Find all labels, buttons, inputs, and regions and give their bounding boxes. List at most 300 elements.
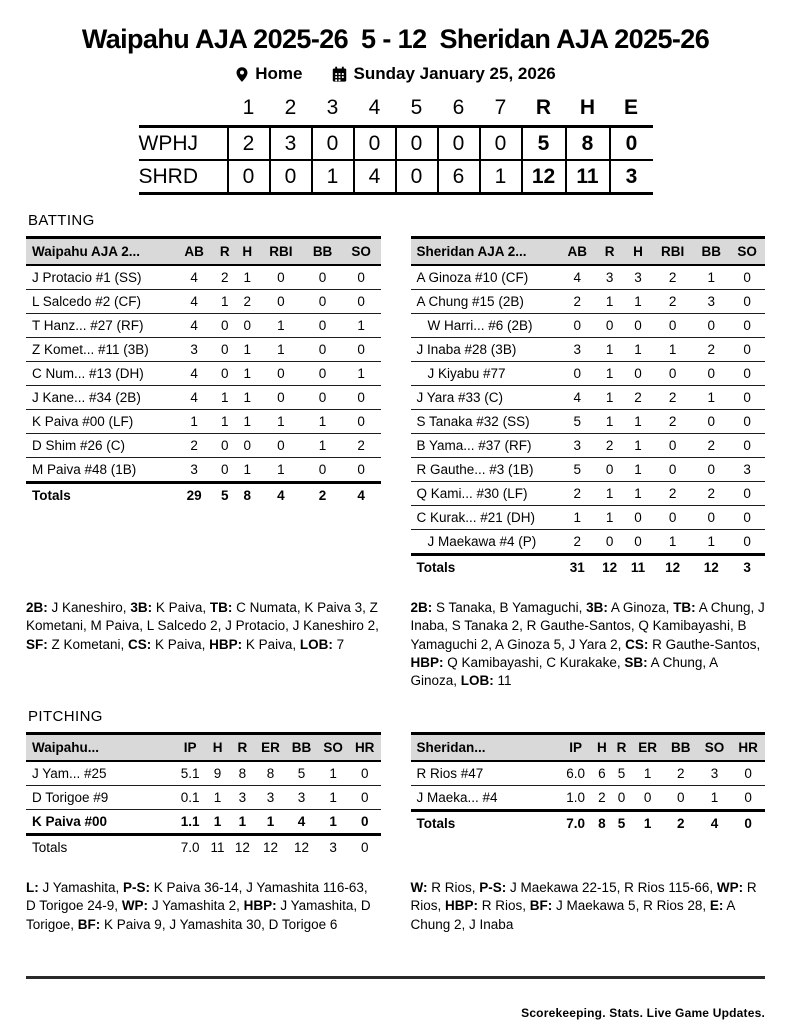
note-label: CS:: [128, 636, 152, 652]
pitching-heading: PITCHING: [28, 707, 103, 725]
stat-cell: 1: [624, 434, 652, 458]
stat-cell: 4: [175, 314, 214, 338]
note-label: 3B:: [586, 600, 608, 615]
stat-cell: 1: [342, 314, 381, 338]
inning-score: 0: [480, 127, 522, 161]
stat-cell: 0: [652, 314, 693, 338]
totals-row: [411, 810, 766, 835]
stat-cell: 0: [652, 362, 693, 386]
home-team-name: Sheridan AJA 2025-26: [439, 24, 710, 54]
stat-cell: 1: [595, 506, 624, 530]
summary-header: E: [623, 96, 638, 119]
batter-row: [411, 338, 766, 362]
note-label: TB:: [673, 600, 696, 615]
stat-cell: 1: [652, 530, 693, 555]
table-header: [26, 733, 381, 761]
stat-cell: 0: [213, 362, 236, 386]
table-header-row: [26, 733, 381, 761]
stat-cell: 8: [238, 765, 247, 781]
stat-cell: 12: [286, 834, 318, 859]
stat-header: H: [592, 733, 612, 761]
note-label: SF:: [26, 636, 48, 652]
stat-cell: 0: [342, 386, 381, 410]
inning-score: 0: [354, 127, 396, 161]
stat-cell: 0: [729, 338, 765, 362]
batting-heading: BATTING: [28, 212, 95, 229]
stat-cell: 0.1: [175, 785, 206, 809]
date-label: Sunday January 25, 2026: [353, 64, 556, 83]
stat-cell: 6.0: [566, 765, 586, 781]
inning-score: 1: [480, 160, 522, 194]
note-text: A Ginoza,: [607, 600, 674, 615]
inning-score: 0: [270, 160, 312, 194]
player-name: J Yara #33 (C): [411, 386, 560, 410]
stat-header: AB: [559, 238, 595, 266]
pitching-table-home: [411, 732, 766, 835]
stat-cell: 0: [612, 785, 632, 810]
note-text: A Chung, J Inaba, S Tanaka 2, R Gauthe-Santos, Q Kamibayashi, B Yamaguchi 2, A Ginoza 5, J Yara 2,: [410, 600, 765, 652]
stat-cell: 3: [693, 290, 729, 314]
table-body: [411, 265, 766, 579]
stat-cell: 1: [643, 765, 652, 781]
totals-label: Totals: [26, 483, 175, 508]
note-text: J Kaneshiro,: [47, 600, 131, 615]
stat-cell: 4: [342, 483, 381, 508]
batter-row: [411, 506, 766, 530]
stat-cell: 12: [693, 555, 729, 580]
stat-cell: 4: [175, 362, 214, 386]
stat-cell: 4: [698, 810, 732, 835]
stat-cell: 1: [595, 362, 624, 386]
stat-cell: 0: [342, 410, 381, 434]
stat-cell: 3: [634, 270, 642, 285]
stat-cell: 1: [595, 410, 624, 434]
stat-cell: 0: [624, 314, 652, 338]
stat-cell: 0: [595, 458, 624, 482]
batter-row: [411, 362, 766, 386]
stat-header: SO: [317, 733, 349, 761]
stat-cell: 0: [559, 362, 595, 386]
calendar-icon: [331, 66, 348, 83]
stat-cell: 0: [259, 434, 304, 458]
stat-cell: 2: [559, 290, 595, 314]
stat-cell: 0: [318, 270, 327, 285]
stat-cell: 1: [698, 785, 732, 810]
stat-cell: 0: [213, 434, 236, 458]
linescore-row: [139, 160, 653, 194]
stat-cell: 1: [317, 785, 349, 809]
batter-row: [411, 482, 766, 506]
stat-cell: 0: [652, 506, 693, 530]
note-label: P-S:: [479, 879, 507, 895]
batter-row: [411, 410, 766, 434]
stat-cell: 1.0: [559, 785, 592, 810]
stat-cell: 0: [342, 290, 381, 314]
scorecard-page: [0, 24, 791, 1020]
team-abbr: WPHJ: [138, 131, 198, 155]
stat-cell: 29: [175, 483, 214, 508]
stat-cell: 1: [595, 482, 624, 506]
stat-cell: 2: [559, 530, 595, 555]
game-title: [26, 24, 765, 55]
team-header: Waipahu...: [26, 733, 175, 761]
stat-cell: 0: [236, 434, 259, 458]
table-body: [26, 265, 381, 507]
stat-cell: 0: [743, 270, 751, 285]
stat-cell: 1: [559, 506, 595, 530]
player-name: B Yama... #37 (RF): [411, 434, 560, 458]
table-header: [411, 238, 766, 266]
batter-row: [26, 314, 381, 338]
note-label: HBP:: [445, 898, 479, 914]
stat-cell: 0: [652, 434, 693, 458]
stat-cell: 1: [175, 410, 214, 434]
note-label: HBP:: [243, 898, 277, 914]
stat-cell: 1: [236, 386, 259, 410]
note-text: K Paiva,: [151, 636, 210, 652]
stat-header: HR: [731, 733, 765, 761]
summary-score: 11: [566, 160, 610, 194]
team-header: Waipahu AJA 2...: [26, 238, 175, 266]
stat-cell: 0: [236, 314, 259, 338]
stat-cell: 0: [693, 314, 729, 338]
stat-cell: 0: [595, 530, 624, 555]
stat-header: RBI: [259, 238, 304, 266]
inning-header: 4: [368, 96, 381, 119]
stat-cell: 0: [342, 338, 381, 362]
stat-cell: 7.0: [559, 810, 592, 835]
linescore-body: [139, 127, 653, 194]
stat-cell: 3: [605, 270, 614, 285]
stat-cell: 3: [729, 555, 765, 580]
stat-cell: 31: [559, 555, 595, 580]
stat-cell: 2: [693, 434, 729, 458]
summary-score: 8: [566, 127, 610, 161]
player-name: J Protacio #1 (SS): [32, 270, 142, 285]
stat-cell: 1: [236, 458, 259, 483]
note-text: R Rios,: [410, 879, 757, 914]
batting-table-home: [411, 236, 766, 579]
linescore-header-row: [139, 96, 653, 127]
batting-table-away: [26, 236, 381, 507]
stat-cell: 4: [573, 270, 582, 285]
stat-cell: 0: [349, 785, 381, 809]
inning-score: 0: [228, 160, 270, 194]
note-text: Q Kamibayashi, C Kurakake,: [443, 655, 625, 671]
stat-cell: 1: [236, 362, 259, 386]
game-score: 5 - 12: [361, 24, 427, 54]
stat-header: IP: [559, 733, 592, 761]
stat-header: H: [236, 238, 259, 266]
stat-cell: 0: [303, 338, 342, 362]
totals-label: Totals: [26, 834, 175, 859]
stat-cell: 1: [259, 458, 304, 483]
table-body: [26, 761, 381, 859]
note-label: WP:: [121, 898, 149, 914]
note-label: L:: [26, 879, 39, 895]
stat-header: IP: [175, 733, 206, 761]
note-text: K Paiva 9, J Yamashita 30, D Torigoe 6: [100, 916, 338, 932]
stat-cell: 0: [213, 338, 236, 362]
note-text: K Paiva 36-14, J Yamashita 116-63, D Torigoe 24-9,: [26, 879, 368, 914]
stat-header: R: [595, 238, 624, 266]
stat-cell: 11: [205, 834, 229, 859]
stat-cell: 0: [631, 785, 664, 810]
stat-cell: 12: [595, 555, 624, 580]
stat-cell: 4: [175, 290, 214, 314]
stat-cell: 1: [236, 338, 259, 362]
stat-header: BB: [664, 733, 698, 761]
game-date: [331, 64, 556, 84]
stat-cell: 2: [559, 482, 595, 506]
stat-cell: 0: [303, 290, 342, 314]
batting-columns: [26, 236, 765, 691]
stat-cell: 3: [286, 785, 318, 809]
stat-cell: 1: [624, 338, 652, 362]
stat-cell: 1: [707, 270, 716, 285]
player-name: J Kane... #34 (2B): [26, 386, 175, 410]
totals-label: Totals: [411, 810, 560, 835]
stat-cell: 1: [303, 410, 342, 434]
inning-score: 0: [312, 127, 354, 161]
stat-cell: 6: [598, 765, 606, 781]
stat-cell: 0: [360, 765, 369, 781]
stat-cell: 0: [693, 410, 729, 434]
stat-header: ER: [255, 733, 286, 761]
player-name: J Kiyabu #77: [411, 362, 560, 386]
stat-cell: 3: [230, 785, 256, 809]
stat-cell: 0: [729, 482, 765, 506]
stat-cell: 0: [693, 458, 729, 482]
batter-row: [411, 386, 766, 410]
stat-cell: 0: [731, 785, 765, 810]
summary-score: 0: [610, 127, 653, 161]
stat-cell: 0: [744, 765, 752, 781]
note-text: 7: [332, 636, 345, 652]
stat-cell: 0: [213, 314, 236, 338]
stat-cell: 0: [303, 458, 342, 483]
player-name: K Paiva #00 (LF): [26, 410, 175, 434]
stat-cell: 9: [213, 765, 222, 781]
team-header: Sheridan...: [411, 733, 560, 761]
note-label: HBP:: [410, 655, 444, 671]
player-name: D Torigoe #9: [26, 785, 175, 809]
stat-cell: 4: [190, 270, 198, 285]
pitcher-row: [26, 761, 381, 786]
team-header: Sheridan AJA 2...: [411, 238, 560, 266]
note-label: BF:: [529, 898, 553, 914]
stat-cell: 1: [317, 809, 349, 834]
stat-cell: 4: [259, 483, 304, 508]
stat-cell: 0: [259, 290, 304, 314]
game-meta: [26, 64, 765, 84]
inning-score: 3: [270, 127, 312, 161]
stat-header: H: [624, 238, 652, 266]
inning-score: 1: [312, 160, 354, 194]
stat-cell: 0: [624, 362, 652, 386]
note-text: J Maekawa 5, R Rios 28,: [552, 898, 710, 914]
inning-header: 2: [284, 96, 297, 119]
player-name: K Paiva #00: [26, 809, 175, 834]
away-team-name: Waipahu AJA 2025-26: [81, 24, 349, 54]
stat-cell: 8: [236, 483, 259, 508]
batter-row: [26, 434, 381, 458]
location-label: Home: [255, 64, 303, 83]
inning-header: 6: [452, 96, 465, 119]
player-name: R Rios #47: [416, 765, 484, 781]
summary-header: H: [579, 96, 596, 119]
note-text: J Maekawa 22-15, R Rios 115-66,: [506, 879, 717, 895]
stat-header: ER: [631, 733, 664, 761]
stat-cell: 0: [259, 362, 304, 386]
note-text: 11: [493, 673, 512, 689]
stat-cell: 0: [357, 270, 365, 285]
note-label: 2B:: [410, 600, 433, 615]
player-name: W Harri... #6 (2B): [411, 314, 560, 338]
stat-cell: 1: [624, 290, 652, 314]
stat-cell: 1: [624, 410, 652, 434]
stat-cell: 2: [652, 290, 693, 314]
player-name: C Kurak... #21 (DH): [411, 506, 560, 530]
stat-cell: 3: [729, 458, 765, 482]
linescore-header: [139, 96, 653, 127]
player-name: A Chung #15 (2B): [411, 290, 560, 314]
stat-cell: 1: [236, 410, 259, 434]
pitching-notes-away: [26, 879, 381, 934]
stat-cell: 0: [303, 314, 342, 338]
stat-cell: 0: [349, 809, 381, 834]
stat-cell: 0: [652, 458, 693, 482]
stat-cell: 2: [693, 482, 729, 506]
inning-score: 2: [228, 127, 270, 161]
stat-cell: 0: [342, 458, 381, 483]
game-location: [235, 64, 302, 84]
stat-cell: 1: [624, 458, 652, 482]
stat-cell: 3: [175, 338, 214, 362]
stat-cell: 0: [213, 458, 236, 483]
note-label: LOB:: [299, 636, 333, 652]
stat-header: BB: [693, 238, 729, 266]
batter-row: [411, 265, 766, 290]
footer-divider: [26, 976, 765, 979]
batter-row: [411, 530, 766, 555]
stat-cell: 1: [595, 290, 624, 314]
table-header-row: [411, 238, 766, 266]
stat-cell: 0: [729, 506, 765, 530]
batter-row: [26, 410, 381, 434]
note-label: BF:: [77, 916, 101, 932]
stat-cell: 5: [559, 410, 595, 434]
player-name: T Hanz... #27 (RF): [26, 314, 175, 338]
batter-row: [411, 434, 766, 458]
note-label: TB:: [209, 600, 233, 615]
stat-header: R: [213, 238, 236, 266]
stat-header: R: [612, 733, 632, 761]
summary-score: 5: [522, 127, 566, 161]
note-label: W:: [410, 879, 428, 895]
inning-score: 0: [396, 160, 438, 194]
player-name: J Inaba #28 (3B): [411, 338, 560, 362]
batter-row: [26, 290, 381, 314]
player-name: Z Komet... #11 (3B): [26, 338, 175, 362]
batter-row: [26, 265, 381, 290]
stat-cell: 2: [592, 785, 612, 810]
player-name: Q Kami... #30 (LF): [411, 482, 560, 506]
batter-row: [26, 386, 381, 410]
pitcher-row: [411, 761, 766, 786]
note-label: CS:: [625, 636, 649, 652]
stat-cell: 0: [624, 506, 652, 530]
stat-cell: 1: [595, 338, 624, 362]
footer-tagline: Scorekeeping. Stats. Live Game Updates.: [521, 1005, 765, 1020]
linescore-table: [139, 96, 653, 195]
note-text: A Chung, A Ginoza,: [410, 655, 718, 689]
note-label: HBP:: [209, 636, 243, 652]
stat-cell: 1: [213, 410, 236, 434]
batter-row: [26, 362, 381, 386]
note-text: K Paiva,: [152, 600, 210, 615]
note-text: J Yamashita, D Torigoe,: [26, 898, 371, 932]
stat-cell: 0: [277, 270, 285, 285]
note-text: J Yamashita 2,: [148, 898, 244, 914]
stat-cell: 1: [255, 809, 286, 834]
stat-cell: 0: [664, 785, 698, 810]
location-pin-icon: [235, 66, 249, 83]
player-name: S Tanaka #32 (SS): [411, 410, 560, 434]
note-text: J Yamashita,: [38, 879, 124, 895]
stat-cell: 2: [652, 482, 693, 506]
stat-cell: 1: [243, 270, 252, 285]
stat-cell: 0: [729, 290, 765, 314]
pitcher-row: [26, 809, 381, 834]
stat-cell: 2: [342, 434, 381, 458]
totals-row: [411, 555, 766, 580]
note-label: 3B:: [130, 600, 153, 615]
player-name: J Maekawa #4 (P): [411, 530, 560, 555]
stat-cell: 0: [729, 386, 765, 410]
stat-cell: 3: [175, 458, 214, 483]
stat-cell: 0: [729, 410, 765, 434]
note-text: Z Kometani,: [47, 636, 129, 652]
stat-cell: 2: [652, 410, 693, 434]
player-name: L Salcedo #2 (CF): [26, 290, 175, 314]
note-text: R Rios,: [427, 879, 480, 895]
summary-score: 12: [522, 160, 566, 194]
stat-cell: 2: [220, 270, 229, 285]
inning-score: 6: [438, 160, 480, 194]
player-name: J Maeka... #4: [411, 785, 560, 810]
stat-cell: 2: [595, 434, 624, 458]
batter-row: [26, 458, 381, 483]
stat-cell: 1: [259, 410, 304, 434]
stat-cell: 1: [329, 765, 337, 781]
stat-header: HR: [349, 733, 381, 761]
table-header: [26, 238, 381, 266]
pitching-columns: [26, 732, 765, 934]
batter-row: [411, 290, 766, 314]
stat-cell: 0: [303, 386, 342, 410]
stat-cell: 4: [175, 386, 214, 410]
table-header-row: [411, 733, 766, 761]
note-label: LOB:: [460, 673, 494, 689]
pitching-section: [26, 708, 765, 934]
stat-header: AB: [175, 238, 214, 266]
stat-cell: 5: [213, 483, 236, 508]
batting-notes-home: [411, 599, 766, 691]
stat-cell: 2: [693, 338, 729, 362]
stat-cell: 11: [624, 555, 652, 580]
stat-cell: 1: [259, 338, 304, 362]
